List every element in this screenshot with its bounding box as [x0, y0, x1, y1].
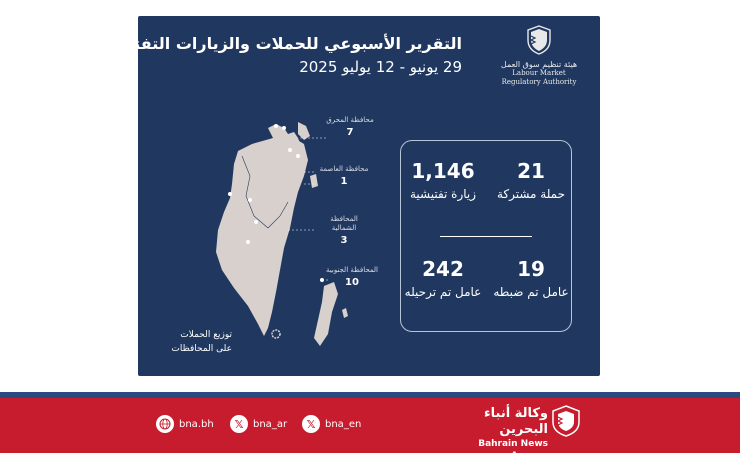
gov-northern-name: المحافظة الشمالية [330, 215, 358, 232]
stats-divider [440, 236, 532, 237]
gov-capital-name: محافظة العاصمة [319, 165, 369, 173]
social-web-handle: bna.bh [179, 418, 214, 430]
hawar-islands [314, 282, 338, 346]
stat-deported-label: عامل تم ترحيله [404, 285, 482, 299]
stats-panel [400, 140, 572, 332]
stat-deported [403, 257, 483, 300]
social-x-en-handle: bna_en [325, 418, 362, 430]
infographic-card [95, 16, 600, 376]
gov-muharraq [324, 116, 376, 137]
stat-deported-value: 242 [422, 257, 464, 281]
gov-northern [318, 215, 370, 245]
social-x-ar[interactable] [230, 415, 287, 433]
agency-name [438, 406, 548, 462]
gov-northern-count: 3 [340, 235, 348, 246]
x-icon: 𝕏 [230, 415, 248, 433]
social-x-ar-handle: bna_ar [253, 418, 288, 430]
report-date-range: 29 يونيو - 12 يوليو 2025 [299, 58, 462, 76]
gov-muharraq-name: محافظة المحرق [326, 116, 374, 124]
lmra-arabic-name: هيئة تنظيم سوق العمل [500, 60, 578, 69]
stat-visits [403, 159, 483, 202]
stat-campaigns-value: 21 [517, 159, 545, 183]
agency-name-ar: وكالة أنباء البحرين [484, 406, 548, 437]
report-title: التقرير الأسبوعي للحملات والزيارات التفتيشية [95, 34, 462, 53]
stat-visits-value: 1,146 [411, 159, 475, 183]
stat-campaigns-label: حملة مشتركة [496, 187, 566, 201]
gov-capital [318, 165, 370, 186]
footer-bar [0, 398, 740, 453]
stat-caught-label: عامل تم ضبطه [493, 285, 569, 299]
gov-southern [326, 266, 378, 287]
stat-visits-label: زيارة تفتيشية [409, 187, 477, 201]
stat-caught-value: 19 [517, 257, 545, 281]
bna-emblem-icon [551, 404, 581, 438]
lmra-english-line2: Regulatory Authority [501, 78, 577, 86]
distribution-label: توزيع الحملات على المحافظات [171, 330, 232, 354]
social-x-en[interactable] [302, 415, 361, 433]
web-icon [156, 415, 174, 433]
x-icon: 𝕏 [302, 415, 320, 433]
social-web[interactable] [156, 415, 214, 433]
agency-name-en: Bahrain News Agency [478, 439, 548, 461]
gov-southern-count: 10 [345, 277, 359, 288]
stat-campaigns [491, 159, 571, 202]
gov-capital-count: 1 [340, 176, 348, 187]
gov-muharraq-count: 7 [346, 127, 354, 138]
stat-caught [491, 257, 571, 300]
gov-southern-name: المحافظة الجنوبية [326, 266, 378, 274]
lmra-english-line1: Labour Market [512, 69, 566, 77]
